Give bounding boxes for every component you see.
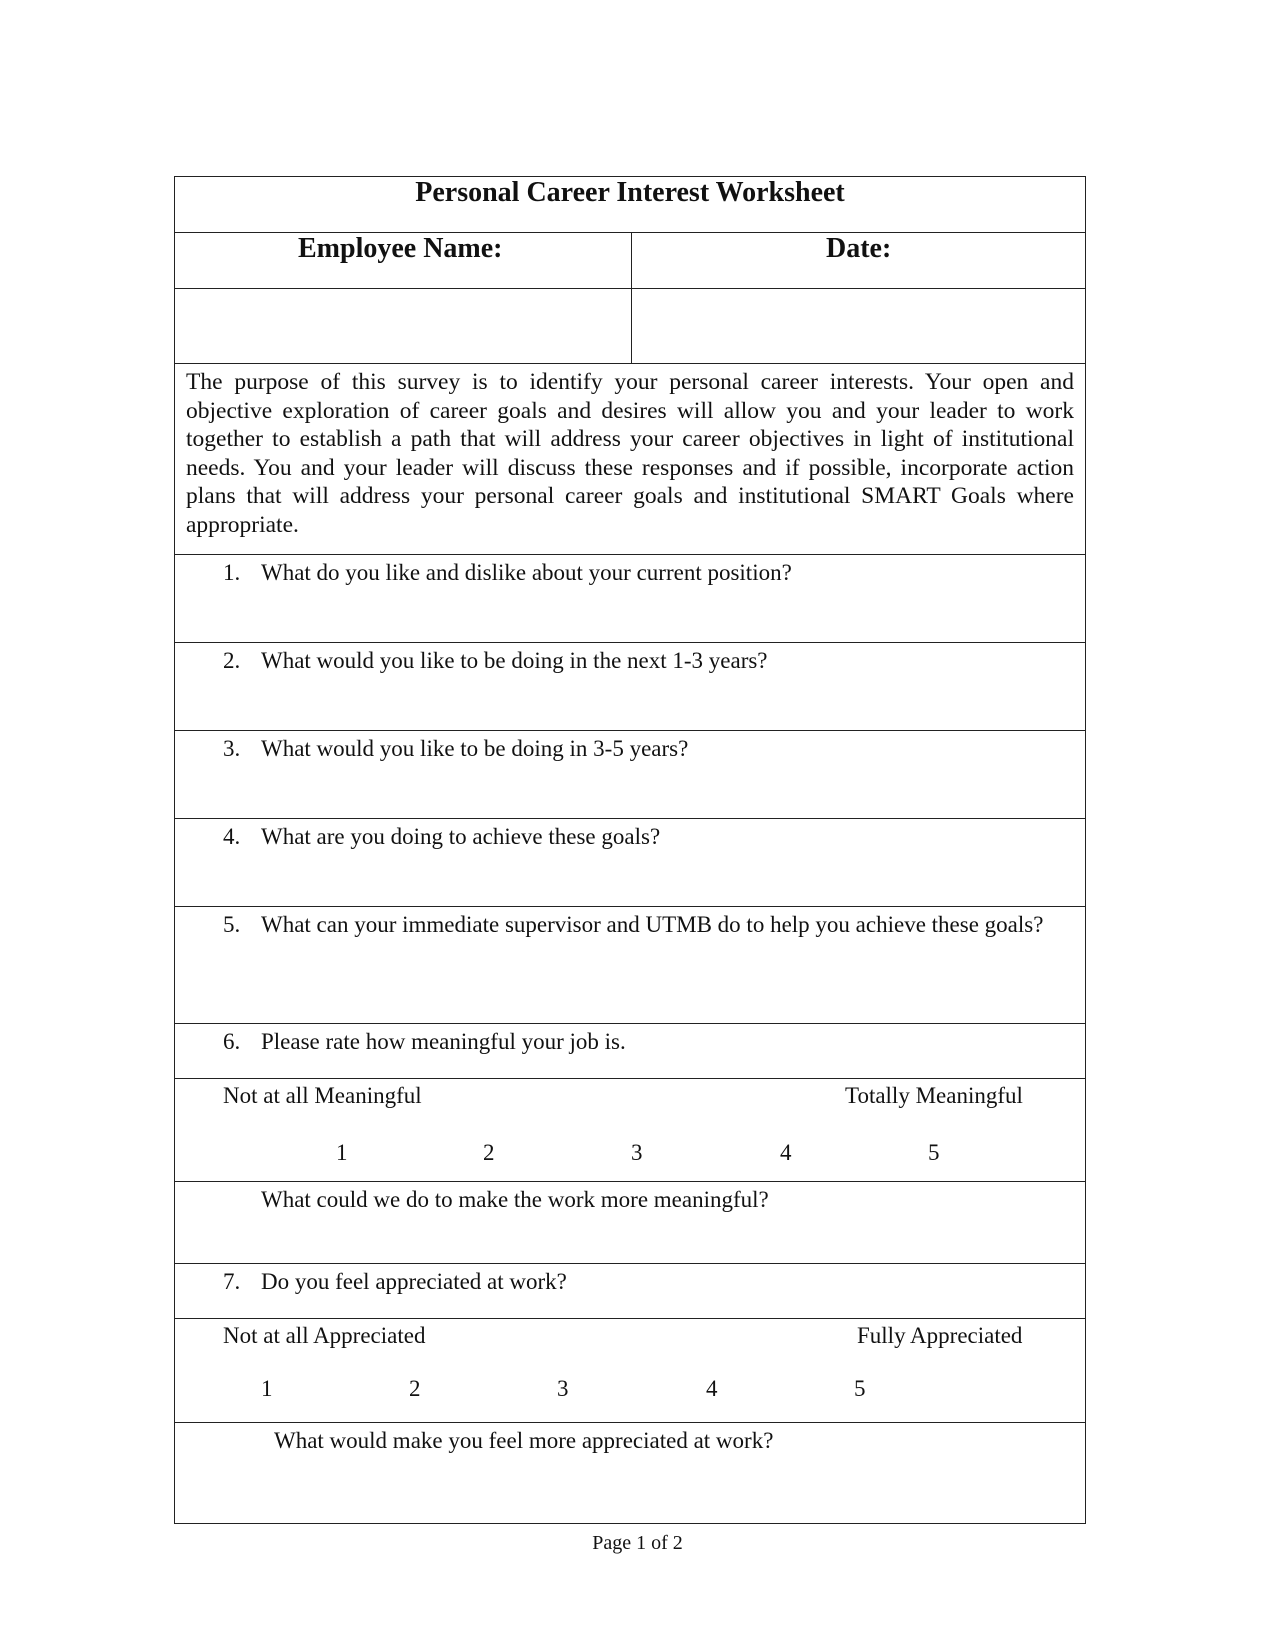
scale-option-4[interactable]: 4 — [706, 1376, 718, 1401]
title-row — [175, 177, 1085, 233]
page-number: Page 1 of 2 — [592, 1532, 683, 1554]
date-label: Date: — [826, 233, 892, 264]
employee-name-label: Employee Name: — [298, 233, 503, 264]
question-row-2[interactable] — [175, 643, 1085, 731]
intro-paragraph: The purpose of this survey is to identify your personal career interests. Your open and objective exploration of career goals and desires will allow you and your leader to work together to establish a path that will address your career objectives in light of institutional needs. You and your leader will discuss these responses and if possible, incorporate action plans that will address your personal career goals and institutional SMART Goals where appropriate. — [186, 369, 1074, 538]
question-text: What can your immediate supervisor and UTMB do to help you achieve these goals? — [261, 912, 1044, 937]
question-number: 4. — [223, 824, 241, 849]
scale-option-2[interactable]: 2 — [409, 1376, 421, 1401]
employee-name-field[interactable] — [175, 289, 631, 363]
question-number: 5. — [223, 912, 241, 937]
header-entry-row — [175, 289, 1085, 364]
scale-high-label: Totally Meaningful — [845, 1083, 1023, 1108]
scale-high-label: Fully Appreciated — [857, 1323, 1023, 1348]
date-field[interactable] — [633, 289, 1085, 363]
question-number: 6. — [223, 1029, 241, 1054]
meaningful-followup-row[interactable] — [175, 1182, 1085, 1264]
appreciated-scale-row — [175, 1319, 1085, 1423]
question-text: What would you like to be doing in 3-5 years? — [261, 736, 689, 761]
question-number: 2. — [223, 648, 241, 673]
question-text: Please rate how meaningful your job is. — [261, 1029, 626, 1054]
question-text: What do you like and dislike about your current position? — [261, 560, 792, 585]
intro-row — [175, 364, 1085, 555]
column-divider — [631, 289, 632, 363]
followup-question: What could we do to make the work more meaningful? — [261, 1187, 769, 1212]
scale-option-4[interactable]: 4 — [780, 1140, 792, 1165]
scale-low-label: Not at all Appreciated — [223, 1323, 426, 1348]
question-number: 7. — [223, 1269, 241, 1294]
scale-option-1[interactable]: 1 — [336, 1140, 348, 1165]
question-number: 3. — [223, 736, 241, 761]
scale-option-3[interactable]: 3 — [631, 1140, 643, 1165]
appreciated-followup-row[interactable] — [175, 1423, 1085, 1523]
question-row-7 — [175, 1264, 1085, 1319]
question-row-3[interactable] — [175, 731, 1085, 819]
question-text: What would you like to be doing in the next 1-3 years? — [261, 648, 768, 673]
scale-option-3[interactable]: 3 — [557, 1376, 569, 1401]
question-number: 1. — [223, 560, 241, 585]
meaningful-scale-row — [175, 1079, 1085, 1182]
question-text: What are you doing to achieve these goals? — [261, 824, 661, 849]
question-row-4[interactable] — [175, 819, 1085, 907]
question-row-5[interactable] — [175, 907, 1085, 1024]
scale-option-1[interactable]: 1 — [261, 1376, 273, 1401]
question-text: Do you feel appreciated at work? — [261, 1269, 567, 1294]
scale-option-2[interactable]: 2 — [483, 1140, 495, 1165]
worksheet-table — [174, 176, 1086, 1524]
followup-question: What would make you feel more appreciated at work? — [274, 1428, 774, 1453]
scale-option-5[interactable]: 5 — [928, 1140, 940, 1165]
scale-option-5[interactable]: 5 — [854, 1376, 866, 1401]
page-title: Personal Career Interest Worksheet — [415, 177, 845, 208]
column-divider — [631, 233, 632, 288]
question-row-6 — [175, 1024, 1085, 1079]
question-row-1[interactable] — [175, 555, 1085, 643]
header-row — [175, 233, 1085, 289]
scale-low-label: Not at all Meaningful — [223, 1083, 422, 1108]
